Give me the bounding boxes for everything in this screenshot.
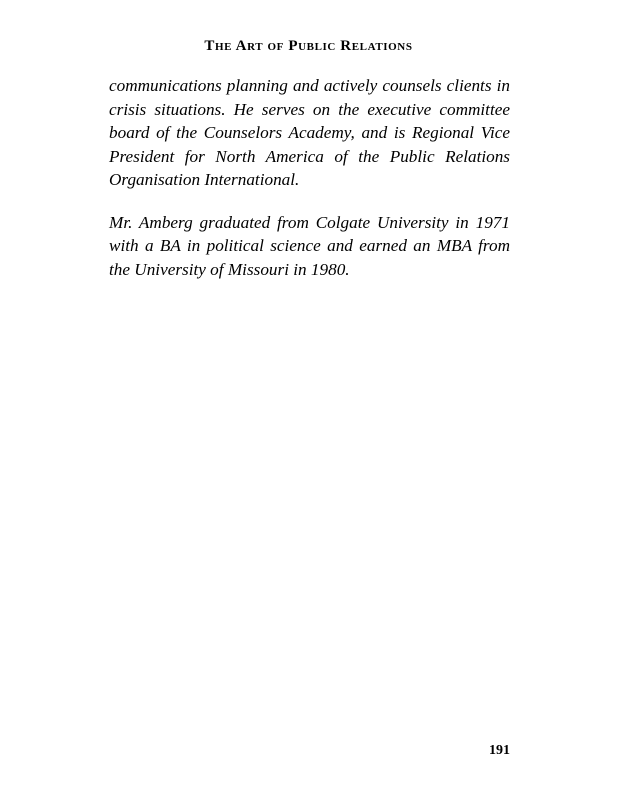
paragraph: communications planning and actively counsels clients in crisis situations. He serves on the executive committee board of the Counselors Academy, and is Regional Vice President for North America of the Public Relations Organisation International. xyxy=(109,76,510,189)
body-text xyxy=(109,74,510,300)
running-header: The Art of Public Relations xyxy=(204,38,413,54)
page-number: 191 xyxy=(489,743,510,758)
paragraph: Mr. Amberg graduated from Colgate University in 1971 with a BA in political science and earned an MBA from the University of Missouri in 1980. xyxy=(109,212,510,279)
